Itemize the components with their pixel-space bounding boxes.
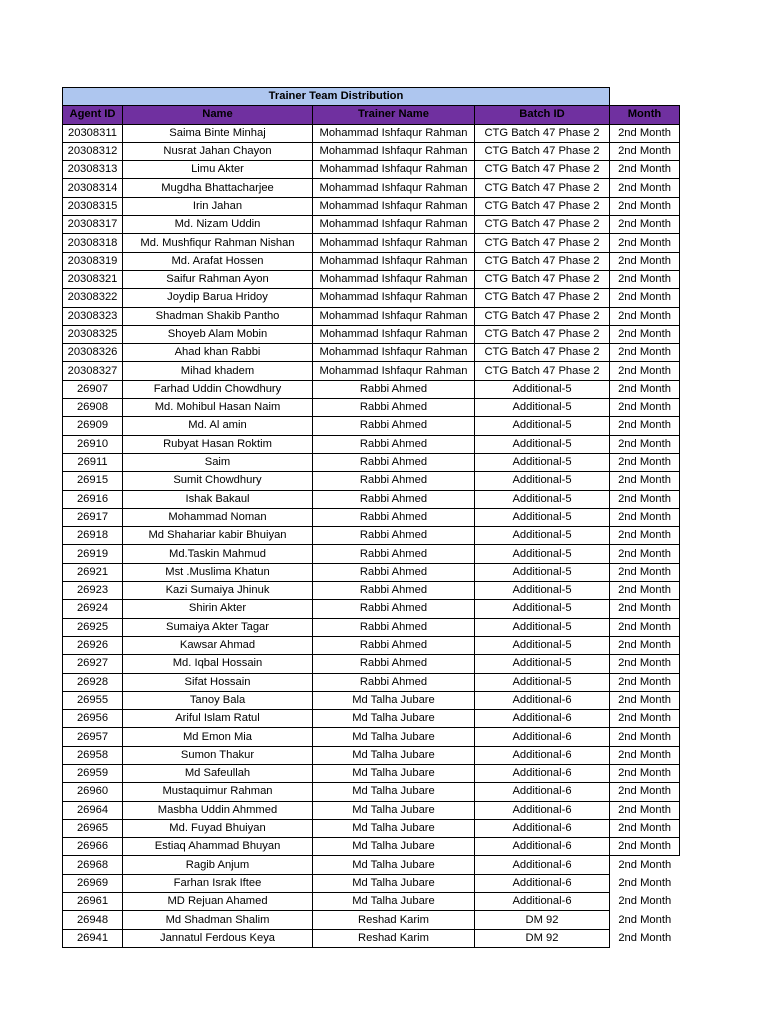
batch-id-cell[interactable]: Additional-6 (475, 856, 610, 874)
table-row (63, 655, 680, 673)
trainer-name-cell[interactable]: Md Talha Jubare (313, 838, 475, 856)
batch-id-cell[interactable]: Additional-6 (475, 801, 610, 819)
name-cell[interactable]: Md Shadman Shalim (123, 911, 313, 929)
trainer-name-cell[interactable]: Rabbi Ahmed (313, 636, 475, 654)
month-cell[interactable]: 2nd Month (610, 746, 680, 764)
table-row (63, 874, 680, 892)
month-cell[interactable]: 2nd Month (610, 673, 680, 691)
table-row (63, 819, 680, 837)
name-cell[interactable]: Limu Akter (123, 161, 313, 179)
agent-id-cell[interactable]: 26909 (63, 417, 123, 435)
trainer-name-cell[interactable]: Mohammad Ishfaqur Rahman (313, 161, 475, 179)
month-cell[interactable]: 2nd Month (610, 911, 680, 929)
name-cell[interactable]: Rubyat Hasan Roktim (123, 435, 313, 453)
table-row (63, 399, 680, 417)
month-cell[interactable]: 2nd Month (610, 435, 680, 453)
table-row (63, 161, 680, 179)
month-cell[interactable]: 2nd Month (610, 161, 680, 179)
name-cell[interactable]: Ahad khan Rabbi (123, 344, 313, 362)
agent-id-cell[interactable]: 20308326 (63, 344, 123, 362)
trainer-name-cell[interactable]: Md Talha Jubare (313, 691, 475, 709)
trainer-name-cell[interactable]: Mohammad Ishfaqur Rahman (313, 216, 475, 234)
batch-id-cell[interactable]: CTG Batch 47 Phase 2 (475, 234, 610, 252)
trainer-name-cell[interactable]: Rabbi Ahmed (313, 527, 475, 545)
agent-id-cell[interactable]: 20308327 (63, 362, 123, 380)
agent-id-cell[interactable]: 20308313 (63, 161, 123, 179)
batch-id-cell[interactable]: CTG Batch 47 Phase 2 (475, 325, 610, 343)
name-cell[interactable]: Sifat Hossain (123, 673, 313, 691)
batch-id-cell[interactable]: Additional-5 (475, 563, 610, 581)
month-cell[interactable]: 2nd Month (610, 490, 680, 508)
batch-id-cell[interactable]: Additional-6 (475, 838, 610, 856)
month-cell[interactable]: 2nd Month (610, 618, 680, 636)
agent-id-cell[interactable]: 26969 (63, 874, 123, 892)
batch-id-cell[interactable]: CTG Batch 47 Phase 2 (475, 344, 610, 362)
trainer-name-cell[interactable]: Mohammad Ishfaqur Rahman (313, 325, 475, 343)
trainer-name-cell[interactable]: Mohammad Ishfaqur Rahman (313, 252, 475, 270)
agent-id-cell[interactable]: 26964 (63, 801, 123, 819)
batch-id-cell[interactable]: Additional-6 (475, 728, 610, 746)
batch-id-cell[interactable]: CTG Batch 47 Phase 2 (475, 179, 610, 197)
month-cell[interactable]: 2nd Month (610, 710, 680, 728)
batch-id-cell[interactable]: Additional-6 (475, 746, 610, 764)
name-cell[interactable]: Jannatul Ferdous Keya (123, 929, 313, 947)
trainer-name-cell[interactable]: Mohammad Ishfaqur Rahman (313, 179, 475, 197)
month-cell[interactable]: 2nd Month (610, 252, 680, 270)
batch-id-cell[interactable]: CTG Batch 47 Phase 2 (475, 142, 610, 160)
agent-id-cell[interactable]: 26924 (63, 600, 123, 618)
batch-id-cell[interactable]: Additional-5 (475, 453, 610, 471)
trainer-name-cell[interactable]: Rabbi Ahmed (313, 545, 475, 563)
month-cell[interactable]: 2nd Month (610, 325, 680, 343)
table-row (63, 307, 680, 325)
month-cell[interactable]: 2nd Month (610, 527, 680, 545)
month-cell[interactable]: 2nd Month (610, 289, 680, 307)
name-cell[interactable]: Sumaiya Akter Tagar (123, 618, 313, 636)
batch-id-cell[interactable]: CTG Batch 47 Phase 2 (475, 252, 610, 270)
trainer-name-cell[interactable]: Rabbi Ahmed (313, 417, 475, 435)
batch-id-cell[interactable]: Additional-5 (475, 380, 610, 398)
name-cell[interactable]: Mohammad Noman (123, 508, 313, 526)
agent-id-cell[interactable]: 26960 (63, 783, 123, 801)
table-row (63, 216, 680, 234)
month-cell[interactable]: 2nd Month (610, 142, 680, 160)
agent-id-cell[interactable]: 20308323 (63, 307, 123, 325)
agent-id-cell[interactable]: 26959 (63, 764, 123, 782)
trainer-name-cell[interactable]: Md Talha Jubare (313, 710, 475, 728)
trainer-name-cell[interactable]: Rabbi Ahmed (313, 490, 475, 508)
name-cell[interactable]: Ragib Anjum (123, 856, 313, 874)
table-row (63, 380, 680, 398)
trainer-name-cell[interactable]: Rabbi Ahmed (313, 563, 475, 581)
trainer-name-cell[interactable]: Mohammad Ishfaqur Rahman (313, 142, 475, 160)
column-header-name[interactable]: Name (123, 106, 313, 124)
agent-id-cell[interactable]: 26948 (63, 911, 123, 929)
name-cell[interactable]: Md Safeullah (123, 764, 313, 782)
month-cell[interactable]: 2nd Month (610, 728, 680, 746)
batch-id-cell[interactable]: Additional-6 (475, 691, 610, 709)
name-cell[interactable]: Saima Binte Minhaj (123, 124, 313, 142)
month-cell[interactable]: 2nd Month (610, 472, 680, 490)
table-row (63, 929, 680, 947)
name-cell[interactable]: Saifur Rahman Ayon (123, 270, 313, 288)
name-cell[interactable]: Farhad Uddin Chowdhury (123, 380, 313, 398)
table-row (63, 234, 680, 252)
month-cell[interactable]: 2nd Month (610, 545, 680, 563)
trainer-team-table (62, 87, 680, 948)
month-cell[interactable]: 2nd Month (610, 453, 680, 471)
month-cell[interactable]: 2nd Month (610, 179, 680, 197)
batch-id-cell[interactable]: Additional-5 (475, 527, 610, 545)
month-cell[interactable]: 2nd Month (610, 216, 680, 234)
month-cell[interactable]: 2nd Month (610, 874, 680, 892)
table-row (63, 710, 680, 728)
batch-id-cell[interactable]: Additional-5 (475, 673, 610, 691)
agent-id-cell[interactable]: 20308311 (63, 124, 123, 142)
trainer-name-cell[interactable]: Md Talha Jubare (313, 783, 475, 801)
agent-id-cell[interactable]: 26925 (63, 618, 123, 636)
month-cell[interactable]: 2nd Month (610, 655, 680, 673)
agent-id-cell[interactable]: 26917 (63, 508, 123, 526)
table-row (63, 838, 680, 856)
column-header-agent-id[interactable]: Agent ID (63, 106, 123, 124)
table-body (63, 124, 680, 947)
trainer-name-cell[interactable]: Rabbi Ahmed (313, 673, 475, 691)
name-cell[interactable]: Md. Mohibul Hasan Naim (123, 399, 313, 417)
name-cell[interactable]: Shoyeb Alam Mobin (123, 325, 313, 343)
agent-id-cell[interactable]: 26957 (63, 728, 123, 746)
table-row (63, 179, 680, 197)
trainer-name-cell[interactable]: Reshad Karim (313, 911, 475, 929)
table-row (63, 197, 680, 215)
batch-id-cell[interactable]: Additional-6 (475, 893, 610, 911)
batch-id-cell[interactable]: DM 92 (475, 929, 610, 947)
table-row (63, 691, 680, 709)
trainer-name-cell[interactable]: Rabbi Ahmed (313, 655, 475, 673)
agent-id-cell[interactable]: 26965 (63, 819, 123, 837)
table-row (63, 636, 680, 654)
table-row (63, 142, 680, 160)
trainer-name-cell[interactable]: Md Talha Jubare (313, 728, 475, 746)
trainer-name-cell[interactable]: Rabbi Ahmed (313, 600, 475, 618)
agent-id-cell[interactable]: 26908 (63, 399, 123, 417)
agent-id-cell[interactable]: 20308322 (63, 289, 123, 307)
table-row (63, 472, 680, 490)
name-cell[interactable]: Md. Al amin (123, 417, 313, 435)
trainer-name-cell[interactable]: Md Talha Jubare (313, 801, 475, 819)
trainer-name-cell[interactable]: Rabbi Ahmed (313, 399, 475, 417)
month-cell[interactable]: 2nd Month (610, 893, 680, 911)
batch-id-cell[interactable]: Additional-5 (475, 417, 610, 435)
table-row (63, 582, 680, 600)
month-cell[interactable]: 2nd Month (610, 838, 680, 856)
batch-id-cell[interactable]: CTG Batch 47 Phase 2 (475, 161, 610, 179)
batch-id-cell[interactable]: Additional-5 (475, 655, 610, 673)
name-cell[interactable]: Irin Jahan (123, 197, 313, 215)
batch-id-cell[interactable]: CTG Batch 47 Phase 2 (475, 216, 610, 234)
table-row (63, 417, 680, 435)
batch-id-cell[interactable]: Additional-5 (475, 582, 610, 600)
trainer-name-cell[interactable]: Mohammad Ishfaqur Rahman (313, 124, 475, 142)
name-cell[interactable]: Shirin Akter (123, 600, 313, 618)
batch-id-cell[interactable]: Additional-5 (475, 600, 610, 618)
agent-id-cell[interactable]: 20308314 (63, 179, 123, 197)
month-cell[interactable]: 2nd Month (610, 691, 680, 709)
table-row (63, 289, 680, 307)
agent-id-cell[interactable]: 20308315 (63, 197, 123, 215)
name-cell[interactable]: Mugdha Bhattacharjee (123, 179, 313, 197)
table-row (63, 893, 680, 911)
table-row (63, 746, 680, 764)
table-row (63, 783, 680, 801)
batch-id-cell[interactable]: Additional-5 (475, 435, 610, 453)
month-cell[interactable]: 2nd Month (610, 197, 680, 215)
batch-id-cell[interactable]: Additional-6 (475, 819, 610, 837)
trainer-name-cell[interactable]: Mohammad Ishfaqur Rahman (313, 197, 475, 215)
table-row (63, 124, 680, 142)
trainer-name-cell[interactable]: Reshad Karim (313, 929, 475, 947)
name-cell[interactable]: Sumon Thakur (123, 746, 313, 764)
name-cell[interactable]: Joydip Barua Hridoy (123, 289, 313, 307)
column-header-batch-id[interactable]: Batch ID (475, 106, 610, 124)
batch-id-cell[interactable]: Additional-6 (475, 764, 610, 782)
agent-id-cell[interactable]: 26968 (63, 856, 123, 874)
name-cell[interactable]: Md. Iqbal Hossain (123, 655, 313, 673)
trainer-name-cell[interactable]: Md Talha Jubare (313, 764, 475, 782)
batch-id-cell[interactable]: CTG Batch 47 Phase 2 (475, 289, 610, 307)
agent-id-cell[interactable]: 20308321 (63, 270, 123, 288)
name-cell[interactable]: Tanoy Bala (123, 691, 313, 709)
agent-id-cell[interactable]: 20308325 (63, 325, 123, 343)
trainer-name-cell[interactable]: Rabbi Ahmed (313, 453, 475, 471)
agent-id-cell[interactable]: 26910 (63, 435, 123, 453)
batch-id-cell[interactable]: CTG Batch 47 Phase 2 (475, 362, 610, 380)
header-row (63, 106, 680, 124)
table-row (63, 344, 680, 362)
table-row (63, 618, 680, 636)
month-cell[interactable]: 2nd Month (610, 783, 680, 801)
trainer-name-cell[interactable]: Rabbi Ahmed (313, 472, 475, 490)
name-cell[interactable]: Nusrat Jahan Chayon (123, 142, 313, 160)
batch-id-cell[interactable]: Additional-6 (475, 874, 610, 892)
batch-id-cell[interactable]: Additional-5 (475, 472, 610, 490)
agent-id-cell[interactable]: 20308312 (63, 142, 123, 160)
agent-id-cell[interactable]: 26907 (63, 380, 123, 398)
table-row (63, 764, 680, 782)
table-row (63, 362, 680, 380)
month-cell[interactable]: 2nd Month (610, 801, 680, 819)
agent-id-cell[interactable]: 26916 (63, 490, 123, 508)
empty-cell[interactable] (610, 88, 680, 106)
batch-id-cell[interactable]: Additional-5 (475, 545, 610, 563)
batch-id-cell[interactable]: CTG Batch 47 Phase 2 (475, 197, 610, 215)
month-cell[interactable]: 2nd Month (610, 636, 680, 654)
name-cell[interactable]: Farhan Israk Iftee (123, 874, 313, 892)
batch-id-cell[interactable]: Additional-5 (475, 399, 610, 417)
table-row (63, 508, 680, 526)
column-header-month[interactable]: Month (610, 106, 680, 124)
trainer-name-cell[interactable]: Rabbi Ahmed (313, 618, 475, 636)
table-row (63, 545, 680, 563)
agent-id-cell[interactable]: 26915 (63, 472, 123, 490)
trainer-name-cell[interactable]: Md Talha Jubare (313, 746, 475, 764)
name-cell[interactable]: Saim (123, 453, 313, 471)
month-cell[interactable]: 2nd Month (610, 508, 680, 526)
trainer-name-cell[interactable]: Mohammad Ishfaqur Rahman (313, 362, 475, 380)
month-cell[interactable]: 2nd Month (610, 399, 680, 417)
batch-id-cell[interactable]: Additional-5 (475, 490, 610, 508)
name-cell[interactable]: Mihad khadem (123, 362, 313, 380)
month-cell[interactable]: 2nd Month (610, 563, 680, 581)
name-cell[interactable]: Estiaq Ahammad Bhuyan (123, 838, 313, 856)
agent-id-cell[interactable]: 20308317 (63, 216, 123, 234)
name-cell[interactable]: Mst .Muslima Khatun (123, 563, 313, 581)
trainer-name-cell[interactable]: Md Talha Jubare (313, 893, 475, 911)
table-row (63, 911, 680, 929)
agent-id-cell[interactable]: 26966 (63, 838, 123, 856)
name-cell[interactable]: Kawsar Ahmad (123, 636, 313, 654)
agent-id-cell[interactable]: 26918 (63, 527, 123, 545)
trainer-name-cell[interactable]: Mohammad Ishfaqur Rahman (313, 234, 475, 252)
agent-id-cell[interactable]: 26927 (63, 655, 123, 673)
month-cell[interactable]: 2nd Month (610, 380, 680, 398)
name-cell[interactable]: Ariful Islam Ratul (123, 710, 313, 728)
table-row (63, 270, 680, 288)
name-cell[interactable]: Md. Nizam Uddin (123, 216, 313, 234)
trainer-name-cell[interactable]: Md Talha Jubare (313, 874, 475, 892)
batch-id-cell[interactable]: Additional-5 (475, 636, 610, 654)
trainer-name-cell[interactable]: Rabbi Ahmed (313, 508, 475, 526)
sheet-title[interactable]: Trainer Team Distribution (63, 88, 610, 106)
trainer-name-cell[interactable]: Mohammad Ishfaqur Rahman (313, 307, 475, 325)
trainer-name-cell[interactable]: Mohammad Ishfaqur Rahman (313, 344, 475, 362)
table-row (63, 453, 680, 471)
name-cell[interactable]: Md.Taskin Mahmud (123, 545, 313, 563)
name-cell[interactable]: Masbha Uddin Ahmmed (123, 801, 313, 819)
trainer-name-cell[interactable]: Md Talha Jubare (313, 856, 475, 874)
table-row (63, 490, 680, 508)
month-cell[interactable]: 2nd Month (610, 819, 680, 837)
agent-id-cell[interactable]: 20308319 (63, 252, 123, 270)
agent-id-cell[interactable]: 26911 (63, 453, 123, 471)
agent-id-cell[interactable]: 26961 (63, 893, 123, 911)
name-cell[interactable]: Md. Fuyad Bhuiyan (123, 819, 313, 837)
name-cell[interactable]: Shadman Shakib Pantho (123, 307, 313, 325)
trainer-name-cell[interactable]: Mohammad Ishfaqur Rahman (313, 270, 475, 288)
agent-id-cell[interactable]: 26956 (63, 710, 123, 728)
agent-id-cell[interactable]: 26955 (63, 691, 123, 709)
month-cell[interactable]: 2nd Month (610, 600, 680, 618)
month-cell[interactable]: 2nd Month (610, 856, 680, 874)
name-cell[interactable]: Md. Mushfiqur Rahman Nishan (123, 234, 313, 252)
table-row (63, 673, 680, 691)
agent-id-cell[interactable]: 26928 (63, 673, 123, 691)
name-cell[interactable]: Ishak Bakaul (123, 490, 313, 508)
batch-id-cell[interactable]: CTG Batch 47 Phase 2 (475, 124, 610, 142)
title-row (63, 88, 680, 106)
trainer-name-cell[interactable]: Rabbi Ahmed (313, 435, 475, 453)
agent-id-cell[interactable]: 20308318 (63, 234, 123, 252)
table-row (63, 600, 680, 618)
agent-id-cell[interactable]: 26941 (63, 929, 123, 947)
table-row (63, 856, 680, 874)
batch-id-cell[interactable]: CTG Batch 47 Phase 2 (475, 270, 610, 288)
agent-id-cell[interactable]: 26919 (63, 545, 123, 563)
table-row (63, 801, 680, 819)
name-cell[interactable]: MD Rejuan Ahamed (123, 893, 313, 911)
month-cell[interactable]: 2nd Month (610, 417, 680, 435)
name-cell[interactable]: Md Shahariar kabir Bhuiyan (123, 527, 313, 545)
agent-id-cell[interactable]: 26921 (63, 563, 123, 581)
table-row (63, 527, 680, 545)
month-cell[interactable]: 2nd Month (610, 362, 680, 380)
table-row (63, 435, 680, 453)
month-cell[interactable]: 2nd Month (610, 124, 680, 142)
column-header-trainer-name[interactable]: Trainer Name (313, 106, 475, 124)
table-row (63, 252, 680, 270)
name-cell[interactable]: Mustaquimur Rahman (123, 783, 313, 801)
name-cell[interactable]: Md Emon Mia (123, 728, 313, 746)
trainer-name-cell[interactable]: Md Talha Jubare (313, 819, 475, 837)
batch-id-cell[interactable]: CTG Batch 47 Phase 2 (475, 307, 610, 325)
month-cell[interactable]: 2nd Month (610, 582, 680, 600)
batch-id-cell[interactable]: Additional-6 (475, 783, 610, 801)
batch-id-cell[interactable]: DM 92 (475, 911, 610, 929)
name-cell[interactable]: Kazi Sumaiya Jhinuk (123, 582, 313, 600)
agent-id-cell[interactable]: 26926 (63, 636, 123, 654)
month-cell[interactable]: 2nd Month (610, 764, 680, 782)
month-cell[interactable]: 2nd Month (610, 270, 680, 288)
month-cell[interactable]: 2nd Month (610, 344, 680, 362)
month-cell[interactable]: 2nd Month (610, 234, 680, 252)
batch-id-cell[interactable]: Additional-5 (475, 508, 610, 526)
table-row (63, 728, 680, 746)
batch-id-cell[interactable]: Additional-6 (475, 710, 610, 728)
trainer-name-cell[interactable]: Rabbi Ahmed (313, 380, 475, 398)
month-cell[interactable]: 2nd Month (610, 929, 680, 947)
table-row (63, 325, 680, 343)
name-cell[interactable]: Md. Arafat Hossen (123, 252, 313, 270)
name-cell[interactable]: Sumit Chowdhury (123, 472, 313, 490)
trainer-name-cell[interactable]: Mohammad Ishfaqur Rahman (313, 289, 475, 307)
table-row (63, 563, 680, 581)
month-cell[interactable]: 2nd Month (610, 307, 680, 325)
batch-id-cell[interactable]: Additional-5 (475, 618, 610, 636)
agent-id-cell[interactable]: 26958 (63, 746, 123, 764)
trainer-name-cell[interactable]: Rabbi Ahmed (313, 582, 475, 600)
agent-id-cell[interactable]: 26923 (63, 582, 123, 600)
